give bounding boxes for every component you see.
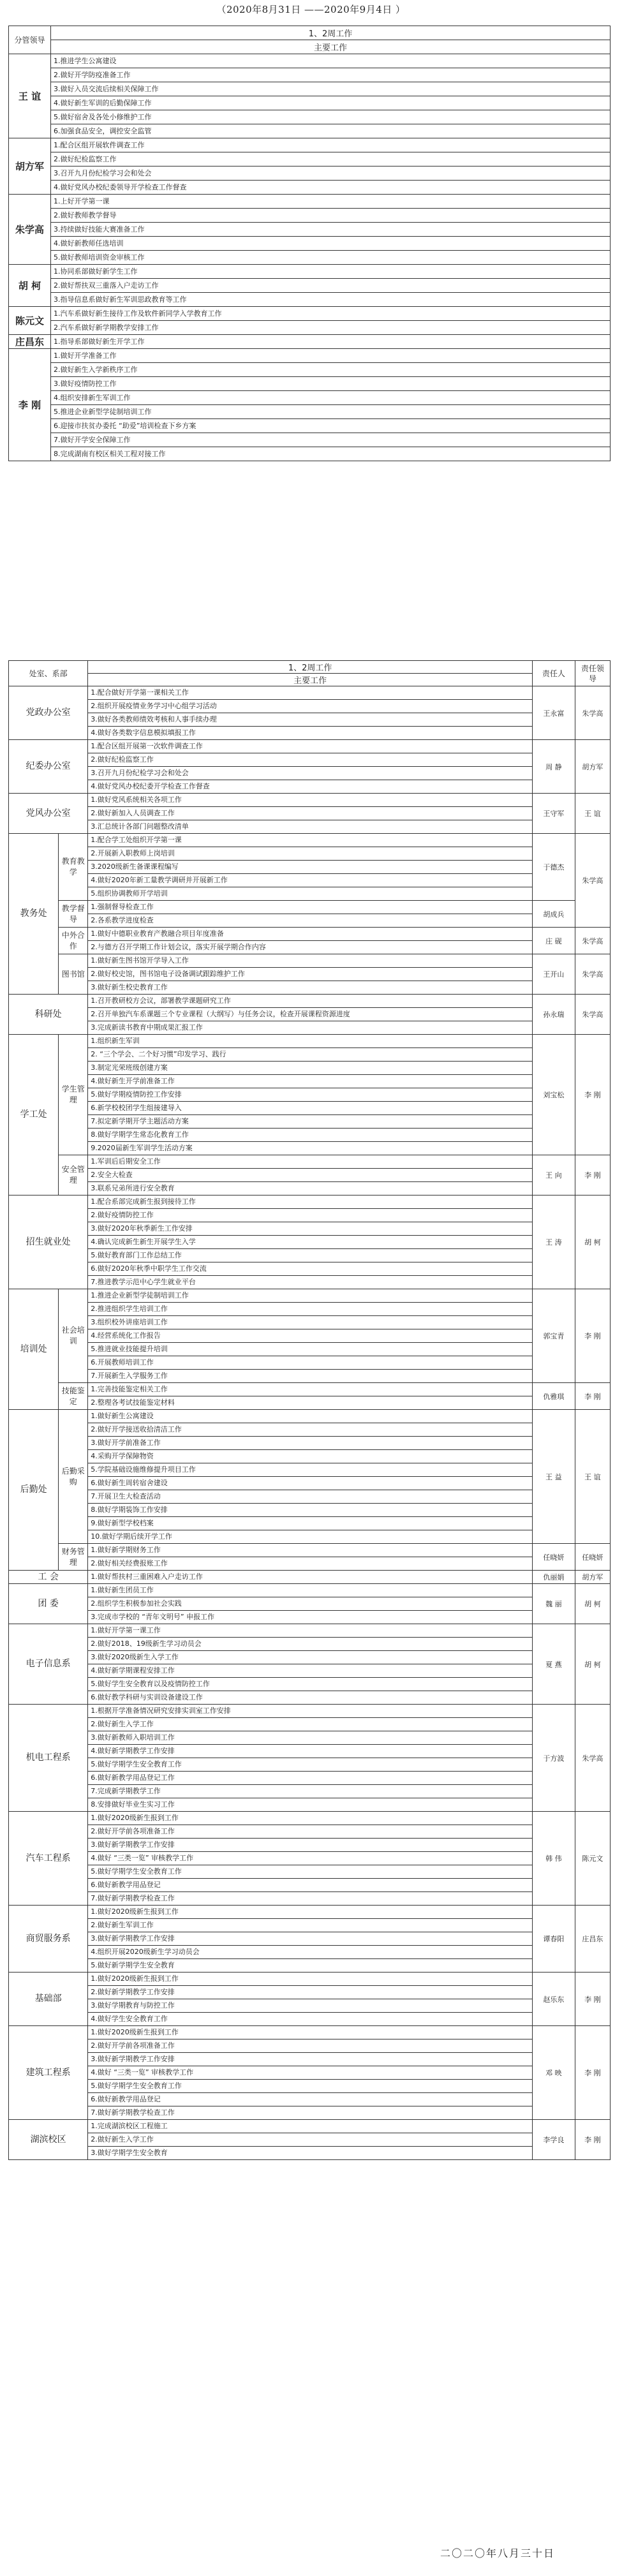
task-item: 4.经营系统化工作报告 bbox=[88, 1329, 533, 1343]
task-item: 10.做好学期后续开学工作 bbox=[88, 1530, 533, 1544]
task-item: 7.完成新学期教学工作 bbox=[88, 1785, 533, 1798]
task-item: 2.做好教师教学督导 bbox=[51, 209, 611, 223]
responsible-leader: 王 谊 bbox=[575, 1410, 610, 1544]
task-item: 5.推进就业技能提升培训 bbox=[88, 1343, 533, 1356]
task-item: 4.做好新生军训的后勤保障工作 bbox=[51, 96, 611, 110]
responsible-leader: 胡方军 bbox=[575, 1571, 610, 1584]
task-item: 1.完善技能鉴定相关工作 bbox=[88, 1383, 533, 1396]
task-item: 1.配合系部完成新生报到接待工作 bbox=[88, 1195, 533, 1209]
task-item: 1.军训后后期安全工作 bbox=[88, 1155, 533, 1169]
task-item: 4.做好新学期课程安排工作 bbox=[88, 1664, 533, 1678]
sub-dept-name: 财务管理 bbox=[59, 1544, 88, 1571]
dept-name: 基础部 bbox=[9, 1973, 88, 2026]
header-responsible: 责任人 bbox=[533, 661, 575, 686]
task-item: 4.做好党风办校纪委领导开学检查工作督查 bbox=[51, 181, 611, 195]
task-item: 1.做好新生团员工作 bbox=[88, 1584, 533, 1597]
leader-name: 陈元文 bbox=[9, 307, 51, 335]
responsible-leader: 李 刚 bbox=[575, 1035, 610, 1155]
task-item: 5.推进企业新型学徒制培训工作 bbox=[51, 405, 611, 419]
task-item: 4.做好新学期教学工作安排 bbox=[88, 1745, 533, 1758]
responsible-person: 王永富 bbox=[533, 686, 575, 740]
footer-date: 二〇二〇年八月三十日 bbox=[440, 2547, 556, 2559]
responsible-person: 于德杰 bbox=[533, 834, 575, 901]
task-item: 5.做好教育部门工作总结工作 bbox=[88, 1249, 533, 1262]
dept-name: 建筑工程系 bbox=[9, 2026, 88, 2120]
task-item: 2.做好开学防疫准备工作 bbox=[51, 68, 611, 82]
task-item: 3.联系兄弟所进行安全教育 bbox=[88, 1182, 533, 1195]
responsible-person: 谭春阳 bbox=[533, 1906, 575, 1973]
responsible-person: 仇丽娟 bbox=[533, 1571, 575, 1584]
task-item: 3.做好开学前准备工作 bbox=[88, 1437, 533, 1450]
sub-dept-name: 教学督导 bbox=[59, 901, 88, 928]
task-item: 3.做好疫情防控工作 bbox=[51, 377, 611, 391]
responsible-person: 刘宝松 bbox=[533, 1035, 575, 1155]
task-item: 7.推进教学示范中心学生就业平台 bbox=[88, 1276, 533, 1289]
dept-name: 纪委办公室 bbox=[9, 740, 88, 794]
task-item: 1.推进企业新型学徒制培训工作 bbox=[88, 1289, 533, 1303]
dept-name: 电子信息系 bbox=[9, 1624, 88, 1705]
responsible-leader: 胡 柯 bbox=[575, 1584, 610, 1624]
task-item: 2.安全大检查 bbox=[88, 1169, 533, 1182]
task-item: 1.协同系部做好新学生工作 bbox=[51, 265, 611, 279]
task-item: 6.新学校校团学生组接建导入 bbox=[88, 1102, 533, 1115]
responsible-leader: 庄昌东 bbox=[575, 1906, 610, 1973]
dept-name: 党政办公室 bbox=[9, 686, 88, 740]
task-item: 2.做好校史馆，图书馆电子设备调试跟踪维护工作 bbox=[88, 968, 533, 981]
task-item: 1.强制督导检查工作 bbox=[88, 901, 533, 914]
task-item: 3.2020级新生备课课程编写 bbox=[88, 861, 533, 874]
task-item: 2.做好新生入学新秩序工作 bbox=[51, 363, 611, 377]
sub-dept-name: 中外合作 bbox=[59, 928, 88, 954]
task-item: 1.做好中德职业教育产教融合项目年度准备 bbox=[88, 928, 533, 941]
task-item: 1.汽车系做好新生接待工作及软件新同学入学教育工作 bbox=[51, 307, 611, 321]
task-item: 4.做好党风办校纪委开学检查工作督查 bbox=[88, 780, 533, 794]
task-item: 6.做好新教学用品登记 bbox=[88, 2093, 533, 2106]
responsible-person: 王 向 bbox=[533, 1155, 575, 1195]
sub-dept-name: 社会培训 bbox=[59, 1289, 88, 1383]
task-item: 1.做好2020级新生报到工作 bbox=[88, 2026, 533, 2039]
task-item: 3.制定光荣班级创建方案 bbox=[88, 1062, 533, 1075]
task-item: 1.做好党风系统相关各项工作 bbox=[88, 794, 533, 807]
task-item: 2.开展新入职教师上岗培训 bbox=[88, 847, 533, 861]
responsible-leader: 李 刚 bbox=[575, 1973, 610, 2026]
header-dept: 处室、系部 bbox=[9, 661, 88, 686]
task-item: 2.做好新生入学工作 bbox=[88, 2133, 533, 2147]
sub-dept-name: 后勤采购 bbox=[59, 1410, 88, 1544]
task-item: 6.做好教学科研与实训设备建设工作 bbox=[88, 1691, 533, 1705]
task-item: 2.做好新生军训工作 bbox=[88, 1919, 533, 1932]
responsible-leader: 陈元文 bbox=[575, 1812, 610, 1906]
header-main-work: 主要工作 bbox=[51, 40, 611, 54]
task-item: 1.做好新生图书馆开学导入工作 bbox=[88, 954, 533, 968]
task-item: 3.做好新学期教学工作安排 bbox=[88, 1932, 533, 1946]
task-item: 3.做好新学期教学工作安排 bbox=[88, 2053, 533, 2066]
dept-name: 教务处 bbox=[9, 834, 59, 995]
responsible-leader: 胡 柯 bbox=[575, 1624, 610, 1705]
sub-dept-name: 学生管理 bbox=[59, 1035, 88, 1155]
responsible-leader: 胡 柯 bbox=[575, 1195, 610, 1289]
task-item: 2.做好新生入学工作 bbox=[88, 1718, 533, 1731]
task-item: 2.做好帮扶双三重落入户走访工作 bbox=[51, 279, 611, 293]
dept-name: 科研处 bbox=[9, 995, 88, 1035]
task-item: 3.做好学期学生安全教育 bbox=[88, 2147, 533, 2160]
task-item: 7.拟定新学期开学主题活动方案 bbox=[88, 1115, 533, 1129]
task-item: 5.做好教师培训资金审核工作 bbox=[51, 251, 611, 265]
task-item: 1.上好开学第一课 bbox=[51, 195, 611, 209]
task-item: 6.迎接市扶贫办委托 “助爱”培训检查下乡方案 bbox=[51, 419, 611, 433]
task-item: 4.确认完成新生新生开展学生入学 bbox=[88, 1236, 533, 1249]
dept-name: 汽车工程系 bbox=[9, 1812, 88, 1906]
task-item: 1.做好2020级新生报到工作 bbox=[88, 1973, 533, 1986]
responsible-leader: 李 刚 bbox=[575, 2120, 610, 2160]
task-item: 2.做好纪检监察工作 bbox=[51, 152, 611, 167]
task-item: 1.做好开学第一课工作 bbox=[88, 1624, 533, 1638]
task-item: 4.采购开学保障物资 bbox=[88, 1450, 533, 1463]
task-item: 1.根据开学准备情况研究安排实训室工作安排 bbox=[88, 1705, 533, 1718]
dept-name: 机电工程系 bbox=[9, 1705, 88, 1812]
header-week: 1、2周工作 bbox=[51, 26, 611, 40]
task-item: 2. “三个学会、二个好习惯”印发学习、践行 bbox=[88, 1048, 533, 1062]
task-item: 1.配合区组开展第一次软件调查工作 bbox=[88, 740, 533, 753]
task-item: 7.做好开学安全保障工作 bbox=[51, 433, 611, 447]
task-item: 3.做好新学期教学工作安排 bbox=[88, 1839, 533, 1852]
task-item: 7.做好新学期教学检查工作 bbox=[88, 2106, 533, 2120]
task-item: 3.做好入员交流后续相关保障工作 bbox=[51, 82, 611, 96]
dept-name: 团 委 bbox=[9, 1584, 88, 1624]
task-item: 2.与德方召开学期工作计划会议，落实开展学期合作内容 bbox=[88, 941, 533, 954]
task-item: 4.组织开展2020级新生学习动员会 bbox=[88, 1946, 533, 1959]
task-item: 4.做好学生安全教育工作 bbox=[88, 2013, 533, 2026]
task-item: 6.加强食品安全，调控安全监管 bbox=[51, 124, 611, 138]
task-item: 4.做好各类数字信息模拟填报工作 bbox=[88, 727, 533, 740]
responsible-leader: 朱学高 bbox=[575, 1705, 610, 1812]
leader-name: 庄昌东 bbox=[9, 335, 51, 349]
task-item: 2.推进组织学生培训工作 bbox=[88, 1303, 533, 1316]
task-item: 1.配合做好开学第一课相关工作 bbox=[88, 686, 533, 700]
responsible-person: 王开山 bbox=[533, 954, 575, 995]
responsible-leader: 朱学高 bbox=[575, 954, 610, 995]
sub-dept-name: 安全管理 bbox=[59, 1155, 88, 1195]
task-item: 3.做好新教师入职培训工作 bbox=[88, 1731, 533, 1745]
task-item: 5.学院基础设施维修提升项目工作 bbox=[88, 1463, 533, 1477]
task-item: 2.做好2018、19级新生学习动员会 bbox=[88, 1638, 533, 1651]
leader-name: 朱学高 bbox=[9, 195, 51, 265]
task-item: 9.做好新型学校档案 bbox=[88, 1517, 533, 1530]
task-item: 3.做好新生校史教育工作 bbox=[88, 981, 533, 995]
task-item: 1.配合学工处组织开学第一课 bbox=[88, 834, 533, 847]
task-item: 5.做好学期疫情防控工作安排 bbox=[88, 1088, 533, 1102]
responsible-leader: 李 刚 bbox=[575, 2026, 610, 2120]
task-item: 1.组织新生军训 bbox=[88, 1035, 533, 1048]
task-item: 3.做好各类教师绩效考核和人事手续办理 bbox=[88, 713, 533, 727]
task-item: 5.做好宿舍及各处小修维护工作 bbox=[51, 110, 611, 124]
task-item: 3.完成市学校的 “青年文明号” 申报工作 bbox=[88, 1611, 533, 1624]
task-item: 5.做好学生安全教育以及疫情防控工作 bbox=[88, 1678, 533, 1691]
responsible-leader: 朱学高 bbox=[575, 995, 610, 1035]
header-week: 1、2周工作 bbox=[88, 661, 533, 674]
dept-name: 后勤处 bbox=[9, 1410, 59, 1571]
sub-dept-name: 技能鉴定 bbox=[59, 1383, 88, 1410]
task-item: 2.各系教学进度检查 bbox=[88, 914, 533, 928]
sub-dept-name: 图书馆 bbox=[59, 954, 88, 995]
task-item: 8.安排做好毕业生实习工作 bbox=[88, 1798, 533, 1812]
responsible-leader: 李 刚 bbox=[575, 1289, 610, 1383]
task-item: 5.做好新学期学生安全教育 bbox=[88, 1959, 533, 1973]
task-item: 8.做好学期学生常态化教育工作 bbox=[88, 1129, 533, 1142]
responsible-person: 夏 燕 bbox=[533, 1624, 575, 1705]
leader-name: 王 谊 bbox=[9, 54, 51, 138]
task-item: 3.完成新读书教育中期成果汇报工作 bbox=[88, 1021, 533, 1035]
leader-name: 胡方军 bbox=[9, 138, 51, 195]
responsible-person: 周 静 bbox=[533, 740, 575, 794]
task-item: 3.召开九月份纪检学习会和处会 bbox=[51, 167, 611, 181]
task-item: 2.整理各考试技能鉴定材料 bbox=[88, 1396, 533, 1410]
task-item: 1.做好开学准备工作 bbox=[51, 349, 611, 363]
dept-name: 招生就业处 bbox=[9, 1195, 88, 1289]
responsible-person: 赵乐东 bbox=[533, 1973, 575, 2026]
task-item: 2.做好纪检监察工作 bbox=[88, 753, 533, 767]
responsible-person: 魏 丽 bbox=[533, 1584, 575, 1624]
dept-name: 党风办公室 bbox=[9, 794, 88, 834]
dept-name: 工 会 bbox=[9, 1571, 88, 1584]
task-item: 4.做好 “三类一览” 审核教学工作 bbox=[88, 2066, 533, 2080]
responsible-person: 邓 映 bbox=[533, 2026, 575, 2120]
task-item: 2.做好疫情防控工作 bbox=[88, 1209, 533, 1222]
responsible-person: 韩 伟 bbox=[533, 1812, 575, 1906]
task-item: 2.召开单独汽车系课题三个专业课程（大纲写）与任务会议，检查开展课程资源进度 bbox=[88, 1008, 533, 1021]
responsible-leader: 任晓妍 bbox=[575, 1544, 610, 1571]
responsible-person: 王 益 bbox=[533, 1410, 575, 1544]
task-item: 7.开展卫生大检查活动 bbox=[88, 1490, 533, 1504]
task-item: 2.做好开学前各项准备工作 bbox=[88, 2039, 533, 2053]
header-leader: 分管领导 bbox=[9, 26, 51, 54]
task-item: 6.做好2020年秋季中职学生工作交流 bbox=[88, 1262, 533, 1276]
task-item: 3.组织校外讲座培训工作 bbox=[88, 1316, 533, 1329]
date-range: （2020年8月31日 ——2020年9月4日 ） bbox=[216, 4, 406, 15]
responsible-person: 胡成兵 bbox=[533, 901, 575, 928]
task-item: 3.做好2020级新生入学工作 bbox=[88, 1651, 533, 1664]
task-item: 4.做好2020年新工量教学调研并开展新工作 bbox=[88, 874, 533, 887]
task-item: 5.做好学期学生安全教育工作 bbox=[88, 1758, 533, 1772]
task-item: 5.做好学期学生安全教育工作 bbox=[88, 1865, 533, 1879]
dept-name: 培训处 bbox=[9, 1289, 59, 1410]
task-item: 3.做好学期教育与防控工作 bbox=[88, 1999, 533, 2013]
task-item: 5.组织协调教师开学培训 bbox=[88, 887, 533, 901]
task-item: 3.汇总统计各部门问题整改清单 bbox=[88, 820, 533, 834]
task-item: 1.推进学生公寓建设 bbox=[51, 54, 611, 68]
task-item: 2.汽车系做好新学期教学安排工作 bbox=[51, 321, 611, 335]
task-item: 3.做好2020年秋季新生工作安排 bbox=[88, 1222, 533, 1236]
department-work-table bbox=[8, 660, 611, 2160]
responsible-person: 任晓妍 bbox=[533, 1544, 575, 1571]
responsible-leader: 王 谊 bbox=[575, 794, 610, 834]
task-item: 5.做好学期学生安全教育工作 bbox=[88, 2080, 533, 2093]
leader-name: 胡 柯 bbox=[9, 265, 51, 307]
task-item: 2.做好开学接送收拾清洁工作 bbox=[88, 1423, 533, 1437]
responsible-person: 李学良 bbox=[533, 2120, 575, 2160]
task-item: 1.做好新生公寓建设 bbox=[88, 1410, 533, 1423]
leader-name: 李 刚 bbox=[9, 349, 51, 461]
task-item: 6.开展教师培训工作 bbox=[88, 1356, 533, 1370]
task-item: 6.做好新教学用品登记工作 bbox=[88, 1772, 533, 1785]
responsible-leader: 朱学高 bbox=[575, 928, 610, 954]
responsible-leader: 李 刚 bbox=[575, 1383, 610, 1410]
responsible-leader: 朱学高 bbox=[575, 834, 610, 928]
task-item: 2.做好相关经费报账工作 bbox=[88, 1557, 533, 1571]
responsible-person: 仇雅琪 bbox=[533, 1383, 575, 1410]
task-item: 3.召开九月份纪检学习会和处会 bbox=[88, 767, 533, 780]
task-item: 2.做好开学前各项准备工作 bbox=[88, 1825, 533, 1839]
task-item: 2.做好新学期教学工作安排 bbox=[88, 1986, 533, 1999]
task-item: 8.做好学期装饰工作安排 bbox=[88, 1504, 533, 1517]
task-item: 2.组织开展疫情业务学习中心组学习活动 bbox=[88, 700, 533, 713]
task-item: 7.做好新学期教学检查工作 bbox=[88, 1892, 533, 1906]
task-item: 4.做好新教师任选培训 bbox=[51, 237, 611, 251]
responsible-person: 庄 砚 bbox=[533, 928, 575, 954]
task-item: 2.组织学生积极参加社会实践 bbox=[88, 1597, 533, 1611]
task-item: 1.做好帮扶村三重困难入户走访工作 bbox=[88, 1571, 533, 1584]
task-item: 3.持续做好技能大赛准备工作 bbox=[51, 223, 611, 237]
header-main-work: 主要工作 bbox=[88, 674, 533, 686]
task-item: 1.做好新学期财务工作 bbox=[88, 1544, 533, 1557]
task-item: 3.指导信息系做好新生军训思政教育等工作 bbox=[51, 293, 611, 307]
task-item: 4.做好新生开学前准备工作 bbox=[88, 1075, 533, 1088]
dept-name: 湖滨校区 bbox=[9, 2120, 88, 2160]
task-item: 1.指导系部做好新生开学工作 bbox=[51, 335, 611, 349]
responsible-person: 郭宝青 bbox=[533, 1289, 575, 1383]
task-item: 7.开展新生入学服务工作 bbox=[88, 1370, 533, 1383]
task-item: 1.完成湖滨校区工程施工 bbox=[88, 2120, 533, 2133]
responsible-person: 王 涛 bbox=[533, 1195, 575, 1289]
responsible-person: 王守军 bbox=[533, 794, 575, 834]
dept-name: 学工处 bbox=[9, 1035, 59, 1195]
responsible-leader: 李 刚 bbox=[575, 1155, 610, 1195]
leader-work-table bbox=[8, 26, 611, 461]
task-item: 8.完成湖南有校区相关工程对接工作 bbox=[51, 447, 611, 461]
dept-name: 商贸服务系 bbox=[9, 1906, 88, 1973]
task-item: 2.做好新加入人员调查工作 bbox=[88, 807, 533, 820]
task-item: 4.组织安排新生军训工作 bbox=[51, 391, 611, 405]
task-item: 1.配合区组开展软件调查工作 bbox=[51, 138, 611, 152]
sub-dept-name: 教育教学 bbox=[59, 834, 88, 901]
task-item: 1.召开教研校方会议，部署教学课题研究工作 bbox=[88, 995, 533, 1008]
responsible-person: 孙永瑞 bbox=[533, 995, 575, 1035]
task-item: 6.做好新教学用品登记 bbox=[88, 1879, 533, 1892]
task-item: 1.做好2020级新生报到工作 bbox=[88, 1812, 533, 1825]
task-item: 6.做好新生周转宿舍建设 bbox=[88, 1477, 533, 1490]
task-item: 4.做好 “三类一览” 审核教学工作 bbox=[88, 1852, 533, 1865]
task-item: 1.做好2020级新生报到工作 bbox=[88, 1906, 533, 1919]
responsible-person: 于方波 bbox=[533, 1705, 575, 1812]
responsible-leader: 胡方军 bbox=[575, 740, 610, 794]
header-lead: 责任领导 bbox=[575, 661, 610, 686]
task-item: 9.2020届新生军训学生活动方案 bbox=[88, 1142, 533, 1155]
responsible-leader: 朱学高 bbox=[575, 686, 610, 740]
